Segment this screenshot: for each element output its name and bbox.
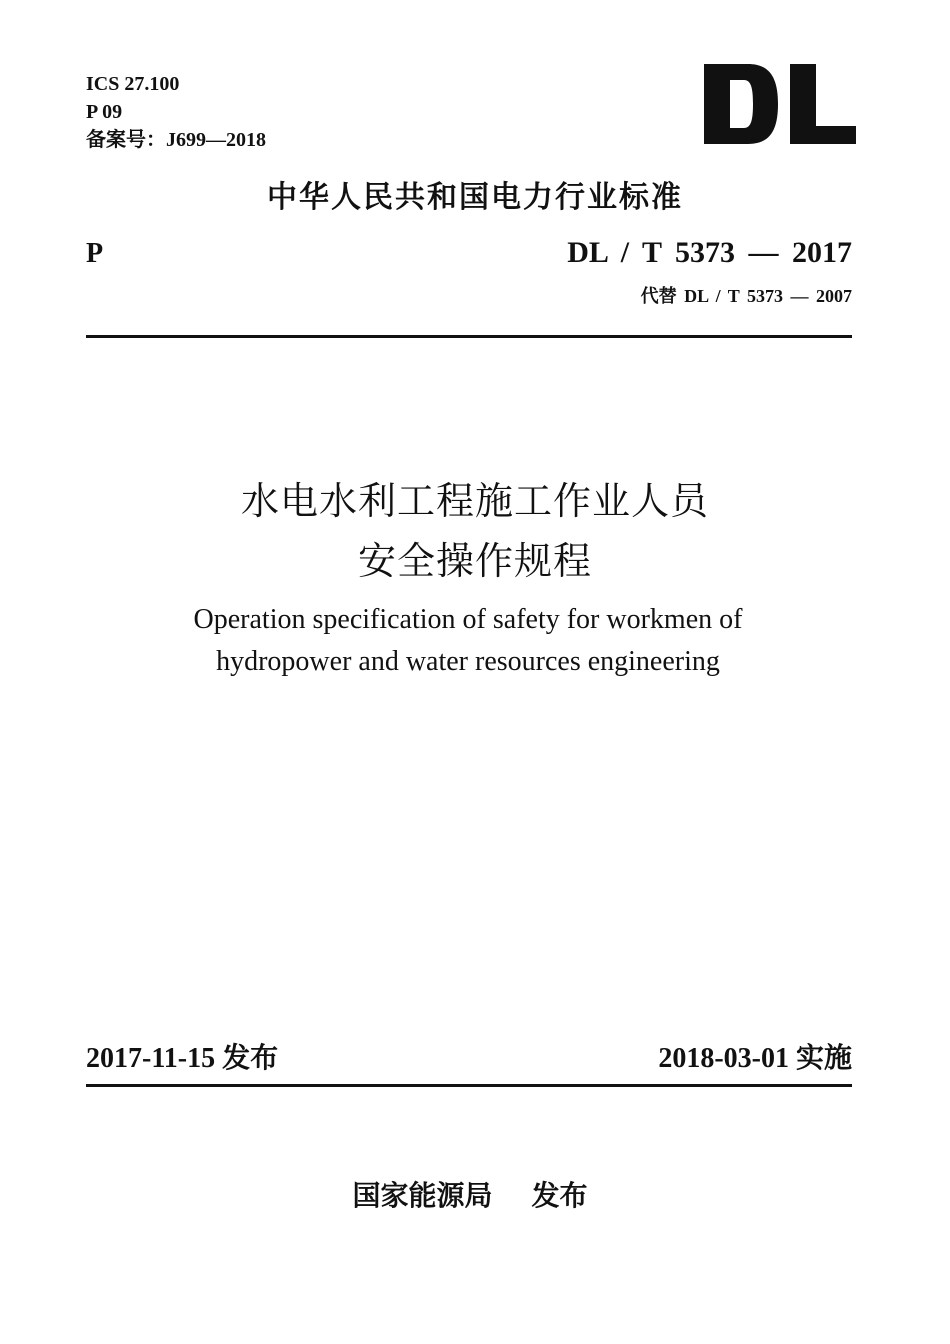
header-divider: [86, 335, 852, 338]
title-cn-line2: 安全操作规程: [357, 539, 592, 583]
industry-standard-title: 中华人民共和国电力行业标准: [267, 180, 683, 215]
ccs-code: P 09: [86, 101, 123, 123]
issue-date: 2017-11-15 发布: [86, 1043, 279, 1074]
title-en-line2: hydropower and water resources engineering: [216, 646, 720, 677]
footer-divider: [86, 1084, 852, 1087]
standard-number: DL / T 5373 — 2017: [567, 236, 852, 269]
ics-code: ICS 27.100: [86, 73, 180, 95]
replaces-standard: 代替 DL / T 5373 — 2007: [640, 286, 852, 306]
record-number: 备案号：J699—2018: [86, 129, 266, 151]
title-en-line1: Operation specification of safety for workmen of: [193, 604, 743, 635]
dl-logo: [704, 64, 856, 144]
category-code: P: [86, 238, 104, 269]
publisher: 国家能源局 发布: [352, 1179, 588, 1212]
implement-date: 2018-03-01 实施: [658, 1043, 852, 1074]
title-cn-line1: 水电水利工程施工作业人员: [240, 479, 709, 523]
